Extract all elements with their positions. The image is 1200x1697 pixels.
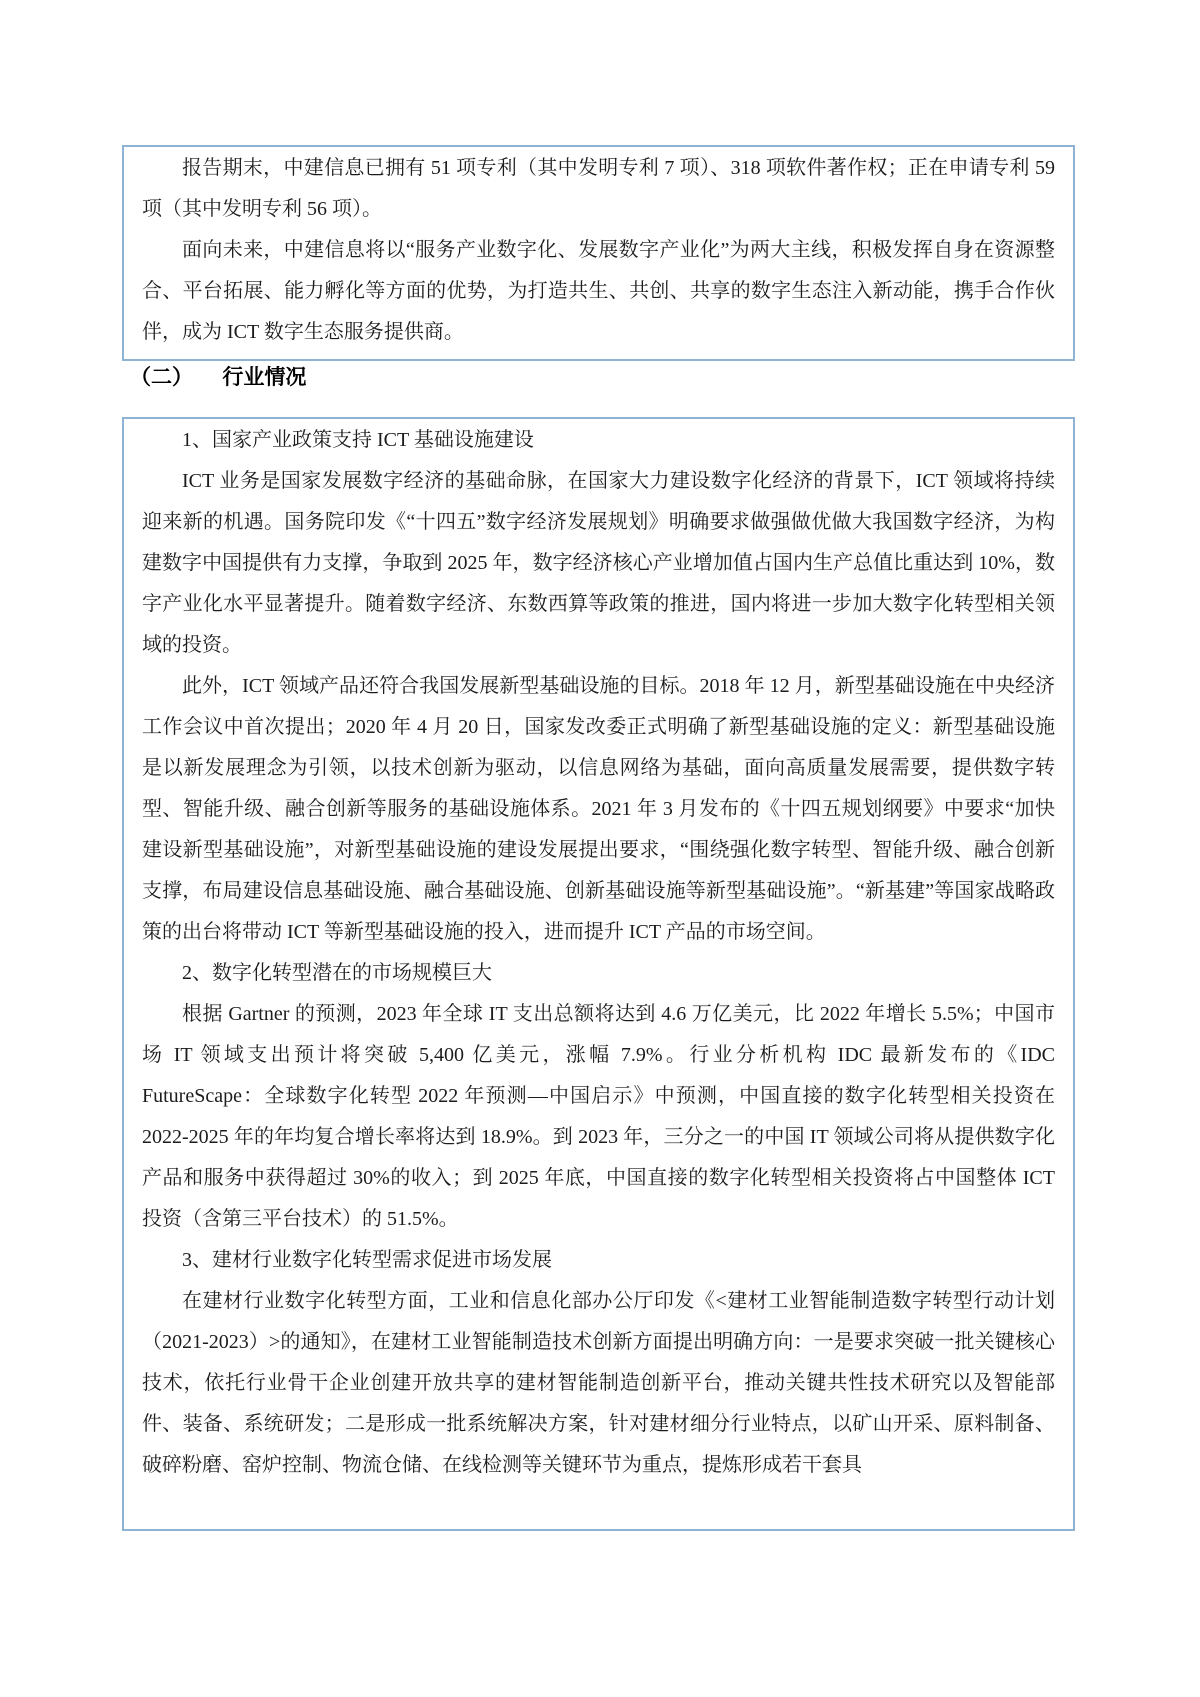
subheading: 2、数字化转型潜在的市场规模巨大: [182, 962, 492, 984]
content-box-1: [122, 145, 1075, 361]
paragraph: 根据 Gartner 的预测，2023 年全球 IT 支出总额将达到 4.6 万亿美元，比 2022 年增长 5.5%；中国市场 IT 领域支出预计将突破 5,400 亿美元，涨幅 7.9%。行业分析机构 IDC 最新发布的《IDC FutureScape：全球数字化转型 2022 年预测—中国启示》中预测，中国直接的数字化转型相关投资在 2022-2025 年的年均复合增长率将达到 18.9%。到 2023 年，三分之一的中国 IT 领域公司将从提供数字化产品和服务中获得超过 30%的收入；到 2025 年底，中国直接的数字化转型相关投资将占中国整体 ICT 投资（含第三平台技术）的 51.5%。: [142, 1003, 1055, 1230]
paragraph: ICT 业务是国家发展数字经济的基础命脉，在国家大力建设数字化经济的背景下，ICT 领域将持续迎来新的机遇。国务院印发《“十四五”数字经济发展规划》明确要求做强做优做大我国数字经济，为构建数字中国提供有力支撑，争取到 2025 年，数字经济核心产业增加值占国内生产总值比重达到 10%，数字产业化水平显著提升。随着数字经济、东数西算等政策的推进，国内将进一步加大数字化转型相关领域的投资。: [142, 470, 1055, 656]
paragraph: 此外，ICT 领域产品还符合我国发展新型基础设施的目标。2018 年 12 月，新型基础设施在中央经济工作会议中首次提出；2020 年 4 月 20 日，国家发改委正式明确了新型基础设施的定义：新型基础设施是以新发展理念为引领，以技术创新为驱动，以信息网络为基础，面向高质量发展需要，提供数字转型、智能升级、融合创新等服务的基础设施体系。2021 年 3 月发布的《十四五规划纲要》中要求“加快建设新型基础设施”，对新型基础设施的建设发展提出要求，“围绕强化数字转型、智能升级、融合创新支撑，布局建设信息基础设施、融合基础设施、创新基础设施等新型基础设施”。“新基建”等国家战略政策的出台将带动 ICT 等新型基础设施的投入，进而提升 ICT 产品的市场空间。: [142, 675, 1055, 943]
section-title: 行业情况: [222, 366, 307, 389]
paragraph: 在建材行业数字化转型方面，工业和信息化部办公厅印发《<建材工业智能制造数字转型行动计划（2021-2023）>的通知》，在建材工业智能制造技术创新方面提出明确方向：一是要求突破一批关键核心技术，依托行业骨干企业创建开放共享的建材智能制造创新平台，推动关键共性技术研究以及智能部件、装备、系统研发；二是形成一批系统解决方案，针对建材细分行业特点，以矿山开采、原料制备、破碎粉磨、窑炉控制、物流仓储、在线检测等关键环节为重点，提炼形成若干套具: [142, 1290, 1055, 1476]
subheading: 1、国家产业政策支持 ICT 基础设施建设: [182, 429, 534, 451]
content-box-2: [122, 417, 1075, 1531]
section-number: （二）: [130, 366, 193, 389]
paragraph: 报告期末，中建信息已拥有 51 项专利（其中发明专利 7 项）、318 项软件著作权；正在申请专利 59 项（其中发明专利 56 项）。: [142, 157, 1055, 220]
subheading: 3、建材行业数字化转型需求促进市场发展: [182, 1249, 552, 1271]
paragraph: 面向未来，中建信息将以“服务产业数字化、发展数字产业化”为两大主线，积极发挥自身在资源整合、平台拓展、能力孵化等方面的优势，为打造共生、共创、共享的数字生态注入新动能，携手合作伙伴，成为 ICT 数字生态服务提供商。: [142, 239, 1055, 343]
section-heading: [130, 363, 306, 393]
